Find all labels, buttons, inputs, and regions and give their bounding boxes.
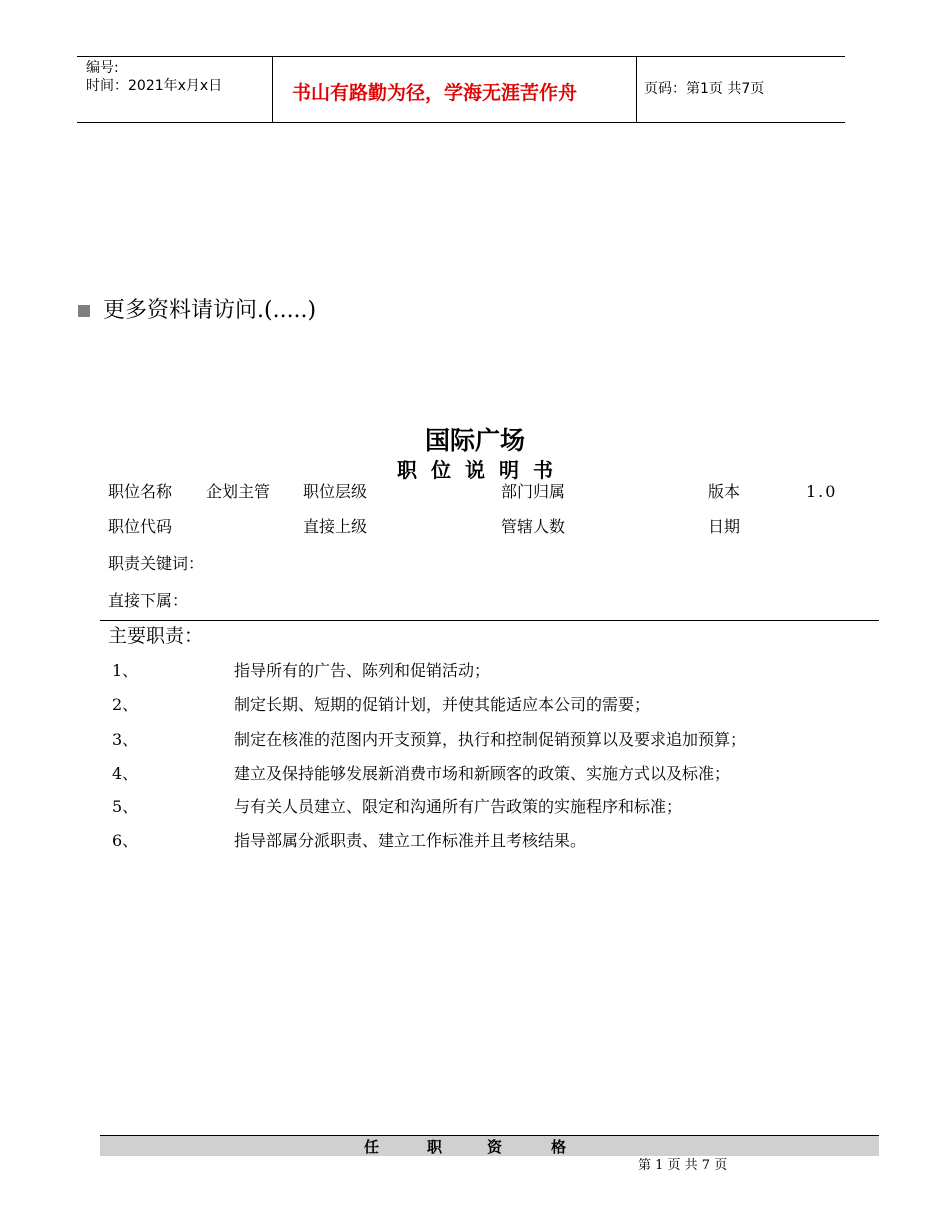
subordinates-label: 直接下属： [108,591,189,610]
position-name-value: 企划主管 [206,482,271,501]
header-time-label: 时间：2021年x月x日 [86,78,223,94]
qualification-char: 格 [551,1138,567,1156]
square-bullet-icon [78,305,90,317]
direct-superior-label: 直接上级 [303,517,368,536]
duty-text: 制定在核准的范图内开支预算，执行和控制促销预算以及要求追加预算； [234,730,747,749]
header-divider-left [272,56,273,122]
duty-number: 5、 [112,797,139,816]
header-top-rule [77,56,845,57]
duty-number: 1、 [112,661,139,680]
duties-top-rule [100,620,879,621]
duty-number: 3、 [112,730,139,749]
header-number-label: 编号: [86,60,119,76]
position-name-label: 职位名称 [108,482,173,501]
duty-text: 建立及保持能够发展新消费市场和新顾客的政策、实施方式以及标准； [234,764,731,783]
header-bottom-rule [77,122,845,123]
version-label: 版本 [708,482,741,501]
managed-count-label: 管辖人数 [501,517,566,536]
position-level-label: 职位层级 [303,482,368,501]
duty-number: 6、 [112,831,139,850]
notice-text: 更多资料请访问.(.....) [103,298,317,323]
header-divider-right [636,56,637,122]
version-value: 1.0 [806,482,838,501]
position-code-label: 职位代码 [108,517,173,536]
qualification-char: 资 [487,1138,503,1156]
department-label: 部门归属 [501,482,566,501]
footer-page-number: 第 1 页 共 7 页 [638,1158,728,1173]
duty-text: 与有关人员建立、限定和沟通所有广告政策的实施程序和标准； [234,797,683,816]
duty-text: 指导所有的广告、陈列和促销活动； [234,661,491,680]
qualification-char: 职 [427,1138,443,1156]
header-page-info: 页码：第1页 共7页 [644,81,765,97]
duties-title: 主要职责： [108,625,204,647]
duty-text: 制定长期、短期的促销计划，并使其能适应本公司的需要； [234,695,651,714]
duty-text: 指导部属分派职责、建立工作标准并且考核结果。 [234,831,587,850]
document-title: 职位说明书 [397,458,567,482]
company-title: 国际广场 [424,426,525,455]
duty-number: 4、 [112,764,139,783]
date-label: 日期 [708,517,741,536]
qualification-char: 任 [364,1138,380,1156]
duty-number: 2、 [112,695,139,714]
header-motto: 书山有路勤为径，学海无涯苦作舟 [292,82,578,104]
keywords-label: 职责关键词： [108,554,205,573]
